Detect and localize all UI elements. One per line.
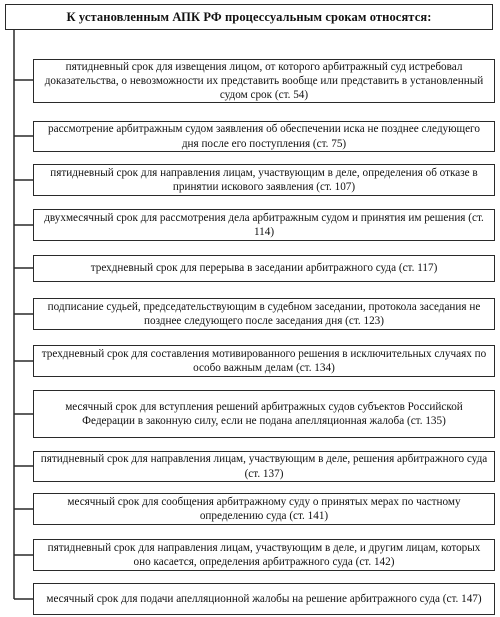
term-box-4: двухмесячный срок для рассмотрения дела арбитражным судом и принятия им решения (ст. 114) [33,209,495,241]
term-box-12: месячный срок для подачи апелляционной жалобы на решение арбитражного суда (ст. 147) [33,583,495,615]
term-box-10: месячный срок для сообщения арбитражному суду о принятых мерах по частному определению суда (ст. 141) [33,493,495,525]
term-box-3: пятидневный срок для направления лицам, участвующим в деле, определения об отказе в принятии искового заявления (ст. 107) [33,164,495,196]
term-box-11: пятидневный срок для направления лицам, участвующим в деле, и другим лицам, которых оно касается, определения арбитражного суда (ст. 142) [33,539,495,571]
term-box-1: пятидневный срок для извещения лицом, от которого арбитражный суд истребовал доказательства, о невозможности их представить вообще или представить в установленный судом срок (ст. 54) [33,59,495,103]
term-box-7: трехдневный срок для составления мотивированного решения в исключительных случаях по особо важным делам (ст. 134) [33,345,495,377]
term-box-9: пятидневный срок для направления лицам, участвующим в деле, решения арбитражного суда (ст. 137) [33,451,495,482]
diagram-header: К установленным АПК РФ процессуальным срокам относятся: [5,4,493,30]
term-box-5: трехдневный срок для перерыва в заседании арбитражного суда (ст. 117) [33,255,495,282]
term-box-2: рассмотрение арбитражным судом заявления об обеспечении иска не позднее следующего дня после его поступления (ст. 75) [33,121,495,152]
term-box-8: месячный срок для вступления решений арбитражных судов субъектов Российской Федерации в законную силу, если не подана апелляционная жалоба (ст. 135) [33,390,495,438]
term-box-6: подписание судьей, председательствующим в судебном заседании, протокола заседания не позднее следующего после заседания дня (ст. 123) [33,298,495,330]
